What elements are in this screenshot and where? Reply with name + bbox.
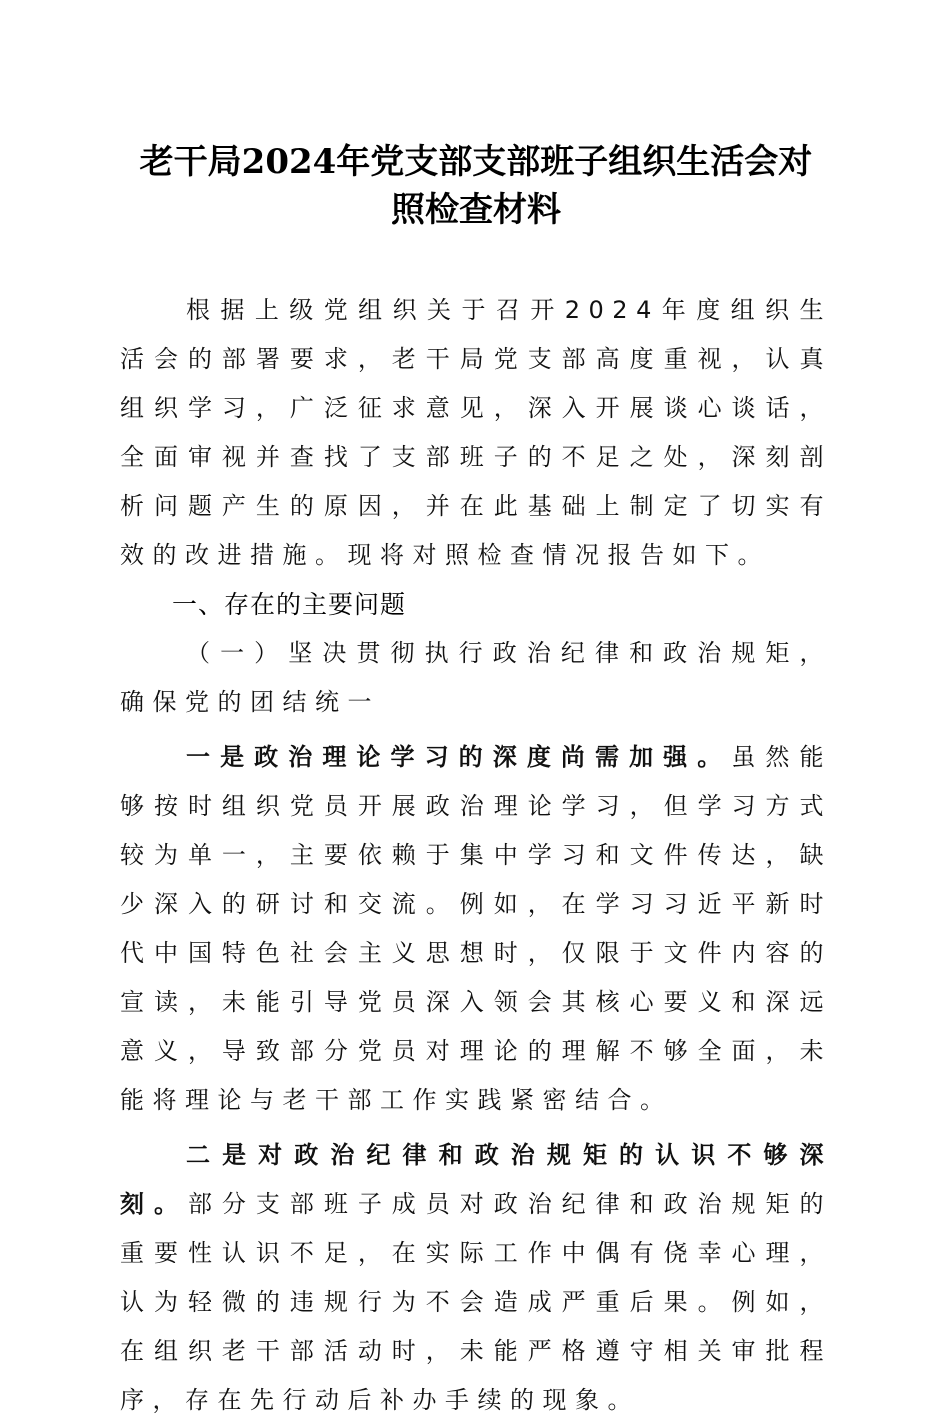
intro-paragraph: 根据上级党组织关于召开2024年度组织生活会的部署要求，老干局党支部高度重视，认真组织学习，广泛征求意见，深入开展谈心谈话，全面审视并查找了支部班子的不足之处，深刻剖析问题产生的原因，并在此基础上制定了切实有效的改进措施。现将对照检查情况报告如下。	[120, 296, 832, 569]
document-title	[120, 138, 832, 234]
title-line-1: 老干局2024年党支部支部班子组织生活会对	[139, 142, 813, 182]
subsection-heading-1	[120, 629, 832, 727]
point-paragraph-2	[120, 1131, 832, 1425]
title-line-2: 照检查材料	[391, 190, 561, 230]
section-heading-problems: 一、存在的主要问题	[172, 590, 407, 619]
point-lead-1: 一是政治理论学习的深度尚需加强。	[186, 743, 732, 771]
point-paragraph-1	[120, 733, 832, 1125]
point-lead-2: 二是对政治纪律和政治规矩的认识不够深刻。	[120, 1141, 832, 1218]
point-text-2: 部分支部班子成员对政治纪律和政治规矩的重要性认识不足，在实际工作中偶有侥幸心理，认为轻微的违规行为不会造成严重后果。例如，在组织老干部活动时，未能严格遵守相关审批程序，存在先行动后补办手续的现象。	[120, 1190, 833, 1414]
subsection-heading-text: （一）坚决贯彻执行政治纪律和政治规矩，确保党的团结统一	[120, 639, 832, 716]
point-text-1: 虽然能够按时组织党员开展政治理论学习，但学习方式较为单一，主要依赖于集中学习和文件传达，缺少深入的研讨和交流。例如，在学习习近平新时代中国特色社会主义思想时，仅限于文件内容的宣读，未能引导党员深入领会其核心要义和深远意义，导致部分党员对理论的理解不够全面，未能将理论与老干部工作实践紧密结合。	[120, 743, 833, 1114]
document-page	[120, 138, 832, 1425]
